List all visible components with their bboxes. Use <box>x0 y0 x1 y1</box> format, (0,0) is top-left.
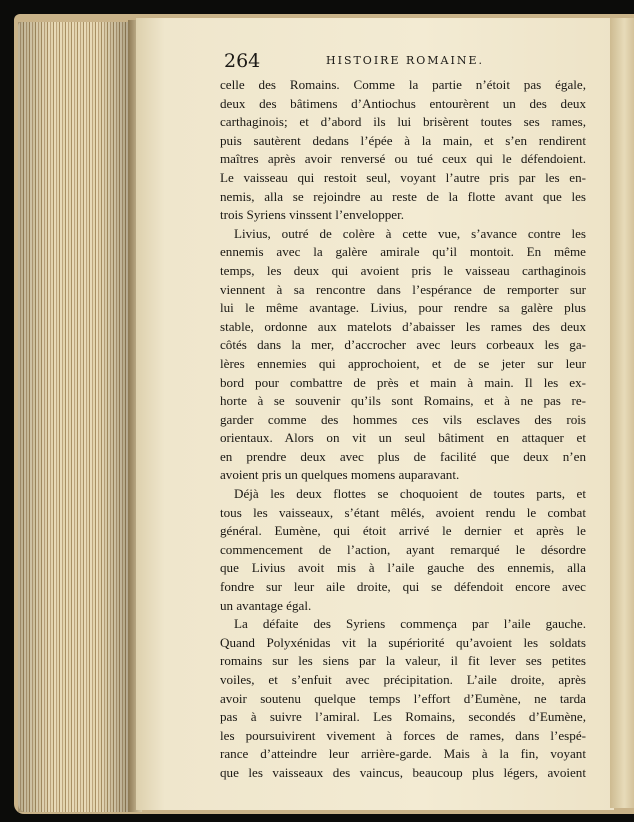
text-line: deux des bâtimens d’Antiochus entourèrent un des deux <box>220 95 586 111</box>
text-line: avoir soutenu quelque temps l’effort d’Eumène, ne tarda <box>220 690 586 706</box>
text-line: commencement de l’action, ayant remarqué le désordre <box>220 541 586 557</box>
body-text <box>220 76 586 783</box>
page-right-edge <box>610 18 634 808</box>
text-line: La défaite des Syriens commença par l’aile gauche. <box>234 616 586 632</box>
text-line: lui le même avantage. Livius, pour rendre sa galère plus <box>220 300 586 316</box>
text-line: Quand Polyxénidas vit la supériorité qu’avoient les soldats <box>220 634 586 650</box>
text-line: stable, ordonne aux matelots d’abaisser les rames des deux <box>220 318 586 334</box>
running-title: HISTOIRE ROMAINE. <box>326 54 484 67</box>
text-line: tous les vaisseaux, s’étant mêlés, avoient rendu le combat <box>220 504 586 520</box>
text-line: Déjà les deux flottes se choquoient de toutes parts, et <box>234 486 586 502</box>
text-line: Livius, outré de colère à cette vue, s’avance contre les <box>234 225 586 241</box>
text-line: en prendre deux avec plus de facilité que deux n’en <box>220 448 586 464</box>
text-line: côtés dans la mer, d’accrocher avec leurs corbeaux les ga- <box>220 337 586 353</box>
text-line: maîtres après avoir renversé ou tué ceux qui le défendoient. <box>220 151 586 167</box>
page-number: 264 <box>224 50 261 72</box>
text-line: celle des Romains. Comme la partie n’étoit pas égale, <box>220 77 586 92</box>
text-line: que les vaisseaux des vaincus, beaucoup plus légers, avoient <box>220 764 586 780</box>
text-line: pas à suivre l’amiral. Les Romains, secondés d’Eumène, <box>220 709 586 725</box>
text-line: lères ennemies qui approchoient, et de se jeter sur leur <box>220 355 586 371</box>
text-line: trois Syriens vinssent l’envelopper. <box>220 207 405 223</box>
text-line: nemis, alla se rejoindre au reste de la flotte avant que les <box>220 188 586 204</box>
text-line: que Livius avoit mis à l’aile gauche des ennemis, alla <box>220 560 586 576</box>
page-header <box>224 50 584 72</box>
page-edges <box>18 22 132 812</box>
text-line: voiles, et s’enfuit avec précipitation. L’aile droite, après <box>220 672 586 687</box>
text-line: viennent à sa rencontre dans l’espérance de remporter sur <box>220 281 586 297</box>
text-line: bord pour combattre de près et main à main. Il les ex- <box>220 374 586 390</box>
text-line: un avantage égal. <box>220 597 312 613</box>
text-line: avoient pris un quelques momens auparavant. <box>220 467 460 483</box>
text-line: Le vaisseau qui restoit seul, voyant l’autre pris par les en- <box>220 169 586 185</box>
text-line: garder comme des hommes ces vils esclaves des rois <box>220 411 586 427</box>
text-line: puis sautèrent dedans l’épée à la main, et s’en rendirent <box>220 132 586 148</box>
text-line: orientaux. Alors on vit un seul bâtiment en attaquer et <box>220 430 586 446</box>
text-line: temps, les deux qui avoient pris le vaisseau carthaginois <box>220 262 586 278</box>
text-line: ennemis avec la galère amirale qu’il montoit. En même <box>220 244 586 260</box>
text-line: horte à se souvenir qu’ils sont Romains, et à ne pas re- <box>220 393 586 409</box>
text-line: rance d’atteindre leur arrière-garde. Mais à la fin, voyant <box>220 746 586 762</box>
text-line: romains sur les siens par la valeur, il fit lever ses petites <box>220 653 586 669</box>
text-line: général. Eumène, qui étoit arrivé le dernier et après le <box>220 523 586 539</box>
text-line: fondre sur leur aile droite, qui se défendoit encore avec <box>220 579 586 595</box>
text-line: carthaginois; et d’abord ils lui brisèrent toutes ses rames, <box>220 114 586 130</box>
text-line: les poursuivirent vivement à forces de rames, dans l’espé- <box>220 727 586 743</box>
